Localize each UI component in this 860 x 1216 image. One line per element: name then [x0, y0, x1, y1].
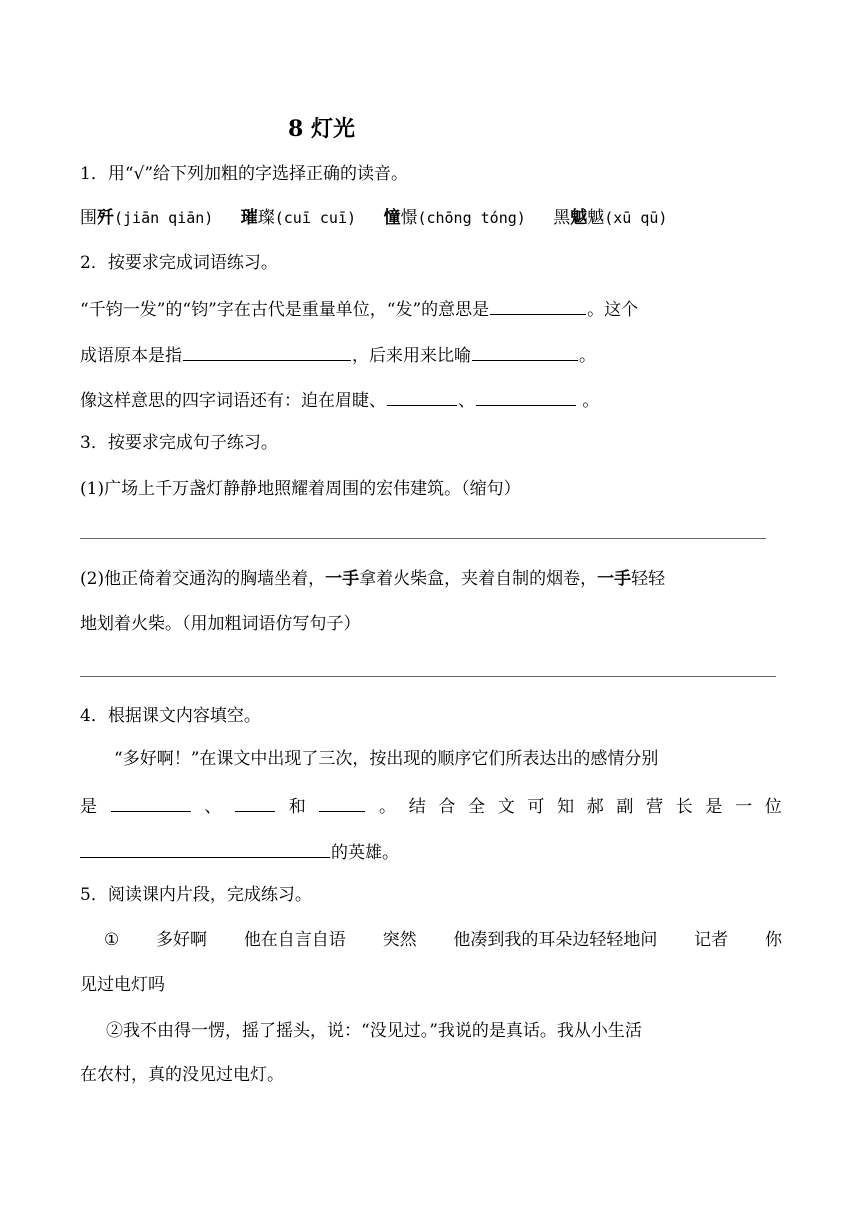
q5-paragraph-1 [104, 928, 782, 952]
q1-item [241, 208, 356, 228]
answer-blank[interactable] [490, 296, 586, 315]
q3-bold-word: 一手 [325, 569, 360, 589]
q4-token: 位 [764, 797, 782, 817]
q4-token: 郝 [586, 797, 604, 817]
q3-text: (2)他正倚着交通沟的胸墙坐着， [80, 569, 326, 589]
q2-text: “千钧一发”的“钧”字在古代是重量单位，“发”的意思是 [80, 300, 490, 320]
q1-item-post: 憬 [400, 208, 418, 228]
q2-text: 、 [458, 391, 475, 411]
q3-prompt: 3．按要求完成句子练习。 [80, 433, 278, 453]
q1-item-bold-char: 歼 [97, 208, 114, 228]
q3-sentence-2-cont: 地划着火柴。（用加粗词语仿写句子） [80, 614, 361, 634]
q5-token: 你 [764, 930, 782, 950]
q2-text: 。 [579, 346, 596, 366]
q1-pinyin-options [80, 206, 782, 230]
q4-line-1: “多好啊！”在课文中出现了三次，按出现的顺序它们所表达出的感情分别 [114, 749, 659, 769]
q5-token: 他在自言自语 [243, 930, 346, 950]
q4-token: 是 [80, 797, 97, 817]
q4-token: 、 [204, 797, 222, 817]
q4-token: 结 [408, 797, 426, 817]
q4-token: 是 [705, 797, 723, 817]
q5-paragraph-1-cont: 见过电灯吗 [80, 975, 165, 995]
q1-item-pinyin[interactable]: (cuī cuī) [274, 209, 357, 227]
q4-token: 文 [497, 797, 515, 817]
q1-item-bold-char: 憧 [383, 208, 401, 228]
q4-token: 。 [379, 797, 397, 817]
q2-text: 成语原本是指 [80, 346, 182, 366]
q2-line-3 [80, 387, 782, 413]
q3-bold-word: 一手 [597, 569, 632, 589]
q4-token: 一 [735, 797, 753, 817]
q1-item-post: 璨 [257, 208, 275, 228]
q4-line-3 [80, 839, 782, 865]
q5-paragraph-2: ②我不由得一愣，摇了摇头，说：“没见过。”我说的是真话。我从小生活 [106, 1021, 642, 1041]
q3-text: 拿着火柴盒，夹着自制的烟卷， [359, 569, 598, 589]
q1-item-bold-char: 璀 [240, 208, 258, 228]
q4-token: 合 [438, 797, 456, 817]
q1-item-pre: 围 [80, 208, 97, 228]
q5-token: ① [104, 930, 120, 950]
q1-item-pinyin[interactable]: (jiān qiān) [114, 209, 214, 227]
answer-blank[interactable] [319, 793, 365, 812]
q3-sentence-1: (1)广场上千万盏灯静静地照耀着周围的宏伟建筑。（缩句） [80, 479, 521, 499]
answer-blank[interactable] [183, 342, 351, 361]
q4-token: 全 [468, 797, 486, 817]
q1-item [80, 208, 213, 228]
q1-prompt: 1．用“√”给下列加粗的字选择正确的读音。 [80, 164, 409, 184]
answer-line[interactable] [80, 676, 776, 677]
answer-blank[interactable] [80, 839, 330, 858]
q1-item [553, 208, 667, 228]
q4-token: 可 [527, 797, 545, 817]
q1-item-pre: 黑 [553, 208, 571, 228]
q4-line-2 [80, 793, 782, 819]
q5-token: 突然 [382, 930, 417, 950]
q2-line-1 [80, 296, 782, 322]
q4-token: 长 [675, 797, 693, 817]
q1-item-pinyin[interactable]: (chōng tóng) [417, 209, 526, 227]
q5-token: 多好啊 [156, 930, 208, 950]
answer-blank[interactable] [111, 793, 191, 812]
q4-token: 知 [557, 797, 575, 817]
answer-blank[interactable] [472, 342, 578, 361]
q1-item-pinyin[interactable]: (xū qū) [604, 209, 668, 227]
q3-sentence-2 [80, 567, 782, 591]
q1-item-bold-char: 魆 [570, 208, 588, 228]
q4-token: 和 [288, 797, 306, 817]
lesson-title: 8 灯光 [288, 116, 355, 142]
q1-item-post: 魆 [587, 208, 605, 228]
q2-prompt: 2．按要求完成词语练习。 [80, 253, 278, 273]
q4-token: 副 [616, 797, 634, 817]
q4-prompt: 4．根据课文内容填空。 [80, 706, 261, 726]
q4-token: 营 [646, 797, 664, 817]
q2-text: 。这个 [587, 300, 639, 320]
answer-blank[interactable] [476, 387, 576, 406]
q2-text: ，后来用来比喻 [352, 346, 471, 366]
q3-text: 轻轻 [631, 569, 666, 589]
answer-blank[interactable] [235, 793, 275, 812]
q5-prompt: 5．阅读课内片段，完成练习。 [80, 885, 312, 905]
q5-token: 记者 [694, 930, 729, 950]
q2-line-2 [80, 342, 782, 368]
q5-token: 他凑到我的耳朵边轻轻地问 [453, 930, 658, 950]
answer-blank[interactable] [387, 387, 457, 406]
q2-text: 像这样意思的四字词语还有：迫在眉睫、 [80, 391, 386, 411]
q1-item [383, 208, 525, 228]
q4-text: 的英雄。 [331, 843, 399, 863]
q2-text: 。 [577, 391, 600, 411]
answer-line[interactable] [80, 538, 766, 539]
q5-paragraph-2-cont: 在农村，真的没见过电灯。 [80, 1065, 284, 1085]
